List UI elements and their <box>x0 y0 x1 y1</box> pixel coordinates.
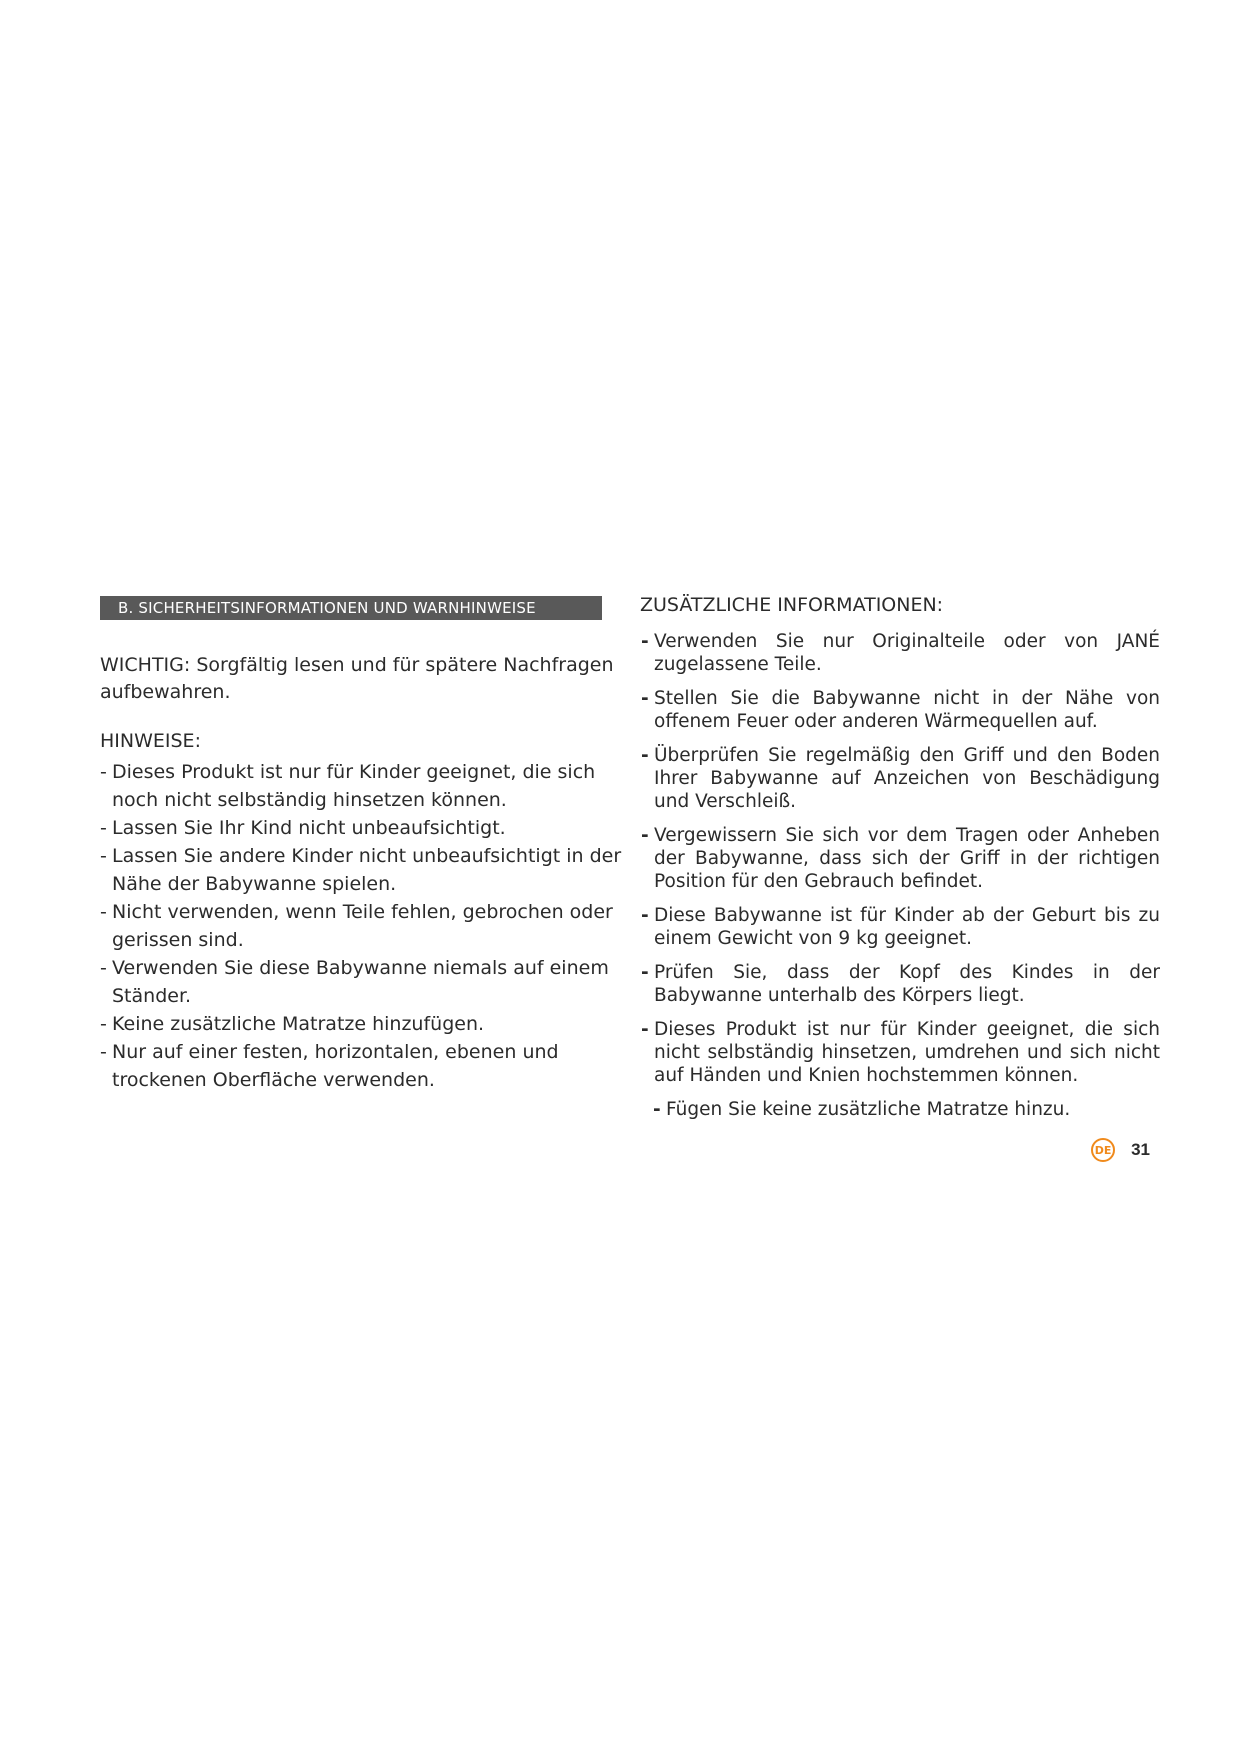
list-item: - Diese Babywanne ist für Kinder ab der Geburt bis zu einem Gewicht von 9 kg geeignet. <box>640 904 1160 950</box>
list-item: - Keine zusätzliche Matratze hinzufügen. <box>100 1010 633 1038</box>
list-item: - Lassen Sie andere Kinder nicht unbeaufsichtigt in der Nähe der Babywanne spielen. <box>100 842 633 898</box>
list-item: - Prüfen Sie, dass der Kopf des Kindes in der Babywanne unterhalb des Körpers liegt. <box>640 961 1160 1007</box>
right-column <box>640 578 1160 1132</box>
list-item: - Überprüfen Sie regelmäßig den Griff und den Boden Ihrer Babywanne auf Anzeichen von Beschädigung und Verschleiß. <box>640 744 1160 813</box>
language-badge-icon: DE <box>1091 1138 1115 1162</box>
important-label: WICHTIG: <box>100 654 191 676</box>
important-text: Sorgfältig lesen und für spätere Nachfragen aufbewahren. <box>100 654 614 703</box>
list-item: - Nicht verwenden, wenn Teile fehlen, gebrochen oder gerissen sind. <box>100 898 633 954</box>
notes-title: HINWEISE: <box>100 730 201 752</box>
page-number: 31 <box>1131 1140 1150 1159</box>
list-item: - Stellen Sie die Babywanne nicht in der Nähe von offenem Feuer oder anderen Wärmequellen auf. <box>640 687 1160 733</box>
list-item: - Dieses Produkt ist nur für Kinder geeignet, die sich noch nicht selbständig hinsetzen können. <box>100 758 633 814</box>
section-heading: B. SICHERHEITSINFORMATIONEN UND WARNHINWEISE <box>100 596 602 620</box>
page-footer <box>1091 1138 1150 1162</box>
additional-info-list <box>640 630 1160 1121</box>
manual-page-content <box>100 578 1160 1178</box>
additional-info-title: ZUSÄTZLICHE INFORMATIONEN: <box>640 594 944 616</box>
list-item: - Verwenden Sie nur Originalteile oder von JANÉ zugelassene Teile. <box>640 630 1160 676</box>
left-column <box>100 596 633 1094</box>
list-item: - Lassen Sie Ihr Kind nicht unbeaufsichtigt. <box>100 814 633 842</box>
notes-list <box>100 758 633 1094</box>
list-item: - Dieses Produkt ist nur für Kinder geeignet, die sich nicht selbständig hinsetzen, umdrehen und sich nicht auf Händen und Knien hochstemmen können. <box>640 1018 1160 1087</box>
list-item: - Vergewissern Sie sich vor dem Tragen oder Anheben der Babywanne, dass sich der Griff in der richtigen Position für den Gebrauch befindet. <box>640 824 1160 893</box>
important-notice <box>100 652 620 706</box>
list-item: - Fügen Sie keine zusätzliche Matratze hinzu. <box>640 1098 1160 1121</box>
list-item: - Verwenden Sie diese Babywanne niemals auf einem Ständer. <box>100 954 633 1010</box>
list-item: - Nur auf einer festen, horizontalen, ebenen und trockenen Oberfläche verwenden. <box>100 1038 633 1094</box>
